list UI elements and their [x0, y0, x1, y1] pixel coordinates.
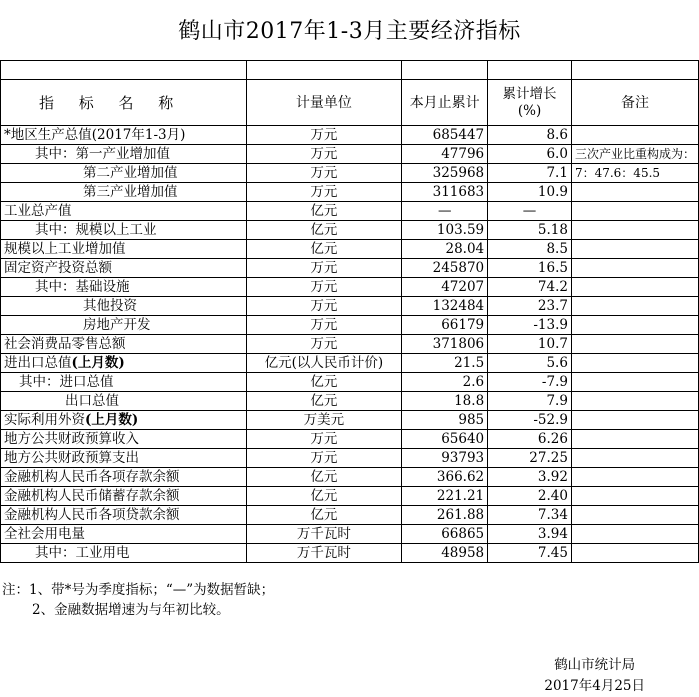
unit-cell: 亿元(以人民币计价) [246, 354, 402, 373]
growth-rate: 3.92 [488, 468, 572, 487]
indicator-name [1, 297, 247, 316]
indicator-name [1, 449, 247, 468]
growth-rate: 23.7 [488, 297, 572, 316]
unit-cell: 万元 [246, 278, 402, 297]
note-cell [571, 335, 698, 354]
cumulative-value: 47796 [402, 145, 488, 164]
header-cumulative: 本月止累计 [402, 80, 488, 126]
growth-rate: 7.34 [488, 506, 572, 525]
footer-date: 2017年4月25日 [544, 678, 645, 694]
table-row [1, 297, 699, 316]
indicator-name [1, 392, 247, 411]
table-row [1, 487, 699, 506]
indicator-name [1, 487, 247, 506]
growth-rate: 10.7 [488, 335, 572, 354]
indicator-name [1, 240, 247, 259]
growth-rate: 7.45 [488, 544, 572, 563]
table-row [1, 278, 699, 297]
unit-cell: 万千瓦时 [246, 544, 402, 563]
table-row [1, 449, 699, 468]
unit-cell: 万元 [246, 164, 402, 183]
table-row [1, 240, 699, 259]
growth-rate: 8.5 [488, 240, 572, 259]
header-note: 备注 [571, 80, 698, 126]
indicator-name-text: *地区生产总值(2017年1-3月) [4, 127, 186, 143]
indicator-name-text: 工业总产值 [4, 203, 72, 219]
indicator-name [1, 506, 247, 525]
indicator-name-text: 规模以上工业增加值 [4, 241, 126, 257]
indicator-name-text: 社会消费品零售总额 [4, 336, 126, 352]
note-cell [571, 506, 698, 525]
indicator-name [1, 164, 247, 183]
note-cell [571, 240, 698, 259]
table-row [1, 373, 699, 392]
indicator-name-text: 地方公共财政预算支出 [4, 450, 139, 466]
note-cell [571, 183, 698, 202]
header-row [1, 80, 699, 126]
indicator-name-text: 金融机构人民币各项存款余额 [4, 469, 180, 485]
header-growth-line1: 累计增长 [502, 85, 557, 102]
indicator-name [1, 544, 247, 563]
table-row [1, 525, 699, 544]
note-cell: 三次产业比重构成为： [571, 145, 698, 164]
header-growth-line2: (%) [517, 102, 542, 119]
note-cell [571, 221, 698, 240]
note-cell [571, 468, 698, 487]
cumulative-value: 221.21 [402, 487, 488, 506]
table-row [1, 430, 699, 449]
note-cell [571, 126, 698, 145]
indicator-name-text: 地方公共财政预算收入 [4, 431, 139, 447]
cumulative-value: 311683 [402, 183, 488, 202]
growth-rate: 7.1 [488, 164, 572, 183]
cumulative-value: 21.5 [402, 354, 488, 373]
growth-rate: 8.6 [488, 126, 572, 145]
indicator-name-text: 进出口总值 [4, 355, 72, 371]
footer-block [544, 655, 645, 697]
cumulative-value: 366.62 [402, 468, 488, 487]
growth-rate: 10.9 [488, 183, 572, 202]
indicator-name-text: 房地产开发 [83, 317, 151, 333]
indicator-name [1, 316, 247, 335]
indicator-name-qualifier: (上月数) [85, 412, 139, 428]
note-cell [571, 525, 698, 544]
note-cell: 7：47.6：45.5 [571, 164, 698, 183]
page-title: 鹤山市2017年1-3月主要经济指标 [178, 19, 521, 44]
table-row [1, 544, 699, 563]
cumulative-value: 47207 [402, 278, 488, 297]
indicator-name [1, 430, 247, 449]
cumulative-value: 103.59 [402, 221, 488, 240]
table-row [1, 392, 699, 411]
growth-rate: -7.9 [488, 373, 572, 392]
growth-rate: -13.9 [488, 316, 572, 335]
cumulative-value: — [402, 202, 488, 221]
indicator-name-text: 其中：规模以上工业 [35, 222, 157, 238]
cumulative-value: 93793 [402, 449, 488, 468]
note-cell [571, 449, 698, 468]
indicator-name-text: 其中：基础设施 [35, 279, 130, 295]
growth-rate: 16.5 [488, 259, 572, 278]
note-cell [571, 411, 698, 430]
table-row [1, 126, 699, 145]
cumulative-value: 245870 [402, 259, 488, 278]
indicator-name-text: 固定资产投资总额 [4, 260, 112, 276]
note-line-2: 2、金融数据增速为与年初比较。 [32, 602, 230, 618]
table-row [1, 259, 699, 278]
unit-cell: 万千瓦时 [246, 525, 402, 544]
indicator-name-text: 其中：第一产业增加值 [35, 146, 170, 162]
unit-cell: 亿元 [246, 487, 402, 506]
cumulative-value: 685447 [402, 126, 488, 145]
indicator-name-text: 其中：工业用电 [35, 545, 130, 561]
note-cell [571, 373, 698, 392]
note-cell [571, 278, 698, 297]
unit-cell: 万元 [246, 430, 402, 449]
header-unit: 计量单位 [246, 80, 402, 126]
indicator-name [1, 145, 247, 164]
table-row [1, 468, 699, 487]
note-cell [571, 544, 698, 563]
footer-org: 鹤山市统计局 [554, 657, 636, 673]
growth-rate: -52.9 [488, 411, 572, 430]
unit-cell: 亿元 [246, 202, 402, 221]
indicator-name-text: 全社会用电量 [4, 526, 85, 542]
cumulative-value: 48958 [402, 544, 488, 563]
table-row [1, 202, 699, 221]
indicator-name-text: 出口总值 [65, 393, 119, 409]
indicator-name [1, 525, 247, 544]
note-cell [571, 392, 698, 411]
unit-cell: 亿元 [246, 392, 402, 411]
cumulative-value: 65640 [402, 430, 488, 449]
indicator-name [1, 221, 247, 240]
table-row [1, 335, 699, 354]
growth-rate: 2.40 [488, 487, 572, 506]
unit-cell: 亿元 [246, 468, 402, 487]
growth-rate: — [488, 202, 572, 221]
unit-cell: 万元 [246, 335, 402, 354]
cumulative-value: 2.6 [402, 373, 488, 392]
growth-rate: 74.2 [488, 278, 572, 297]
indicator-name-text: 金融机构人民币储蓄存款余额 [4, 488, 180, 504]
unit-cell: 万元 [246, 316, 402, 335]
cumulative-value: 18.8 [402, 392, 488, 411]
growth-rate: 27.25 [488, 449, 572, 468]
indicator-name [1, 468, 247, 487]
header-growth [488, 80, 572, 126]
unit-cell: 万美元 [246, 411, 402, 430]
indicator-name-text: 第三产业增加值 [83, 184, 178, 200]
header-name: 指 标 名 称 [1, 80, 247, 126]
cumulative-value: 261.88 [402, 506, 488, 525]
indicator-name [1, 259, 247, 278]
growth-rate: 7.9 [488, 392, 572, 411]
note-cell [571, 354, 698, 373]
cumulative-value: 325968 [402, 164, 488, 183]
indicator-name [1, 126, 247, 145]
cumulative-value: 985 [402, 411, 488, 430]
table-row [1, 316, 699, 335]
cumulative-value: 371806 [402, 335, 488, 354]
cumulative-value: 66865 [402, 525, 488, 544]
unit-cell: 亿元 [246, 506, 402, 525]
note-cell [571, 316, 698, 335]
growth-rate: 5.6 [488, 354, 572, 373]
table-row [1, 411, 699, 430]
indicator-name [1, 183, 247, 202]
unit-cell: 亿元 [246, 373, 402, 392]
notes-block [2, 580, 274, 620]
unit-cell: 万元 [246, 126, 402, 145]
table-row [1, 221, 699, 240]
unit-cell: 亿元 [246, 240, 402, 259]
indicator-name-text: 其他投资 [83, 298, 137, 314]
indicator-name-text: 实际利用外资 [4, 412, 85, 428]
unit-cell: 万元 [246, 259, 402, 278]
indicator-name-text: 其中：进口总值 [19, 374, 114, 390]
unit-cell: 万元 [246, 449, 402, 468]
indicator-name-text: 第二产业增加值 [83, 165, 178, 181]
indicator-name [1, 335, 247, 354]
indicator-name [1, 354, 247, 373]
growth-rate: 6.0 [488, 145, 572, 164]
blank-row [1, 61, 699, 80]
indicator-name [1, 202, 247, 221]
note-cell [571, 430, 698, 449]
indicator-name-text: 金融机构人民币各项贷款余额 [4, 507, 180, 523]
unit-cell: 亿元 [246, 221, 402, 240]
table-row [1, 164, 699, 183]
unit-cell: 万元 [246, 183, 402, 202]
indicator-name [1, 411, 247, 430]
indicator-name [1, 278, 247, 297]
growth-rate: 6.26 [488, 430, 572, 449]
growth-rate: 3.94 [488, 525, 572, 544]
indicator-name-qualifier: (上月数) [71, 355, 125, 371]
indicators-table [0, 60, 699, 563]
note-cell [571, 202, 698, 221]
note-line-1: 注：1、带*号为季度指标；“—”为数据暂缺； [2, 582, 275, 598]
table-row [1, 145, 699, 164]
cumulative-value: 132484 [402, 297, 488, 316]
table-row [1, 183, 699, 202]
note-cell [571, 487, 698, 506]
unit-cell: 万元 [246, 297, 402, 316]
note-cell [571, 259, 698, 278]
unit-cell: 万元 [246, 145, 402, 164]
note-cell [571, 297, 698, 316]
indicator-name [1, 373, 247, 392]
table-row [1, 506, 699, 525]
cumulative-value: 66179 [402, 316, 488, 335]
cumulative-value: 28.04 [402, 240, 488, 259]
table-body [1, 61, 699, 563]
growth-rate: 5.18 [488, 221, 572, 240]
table-row [1, 354, 699, 373]
